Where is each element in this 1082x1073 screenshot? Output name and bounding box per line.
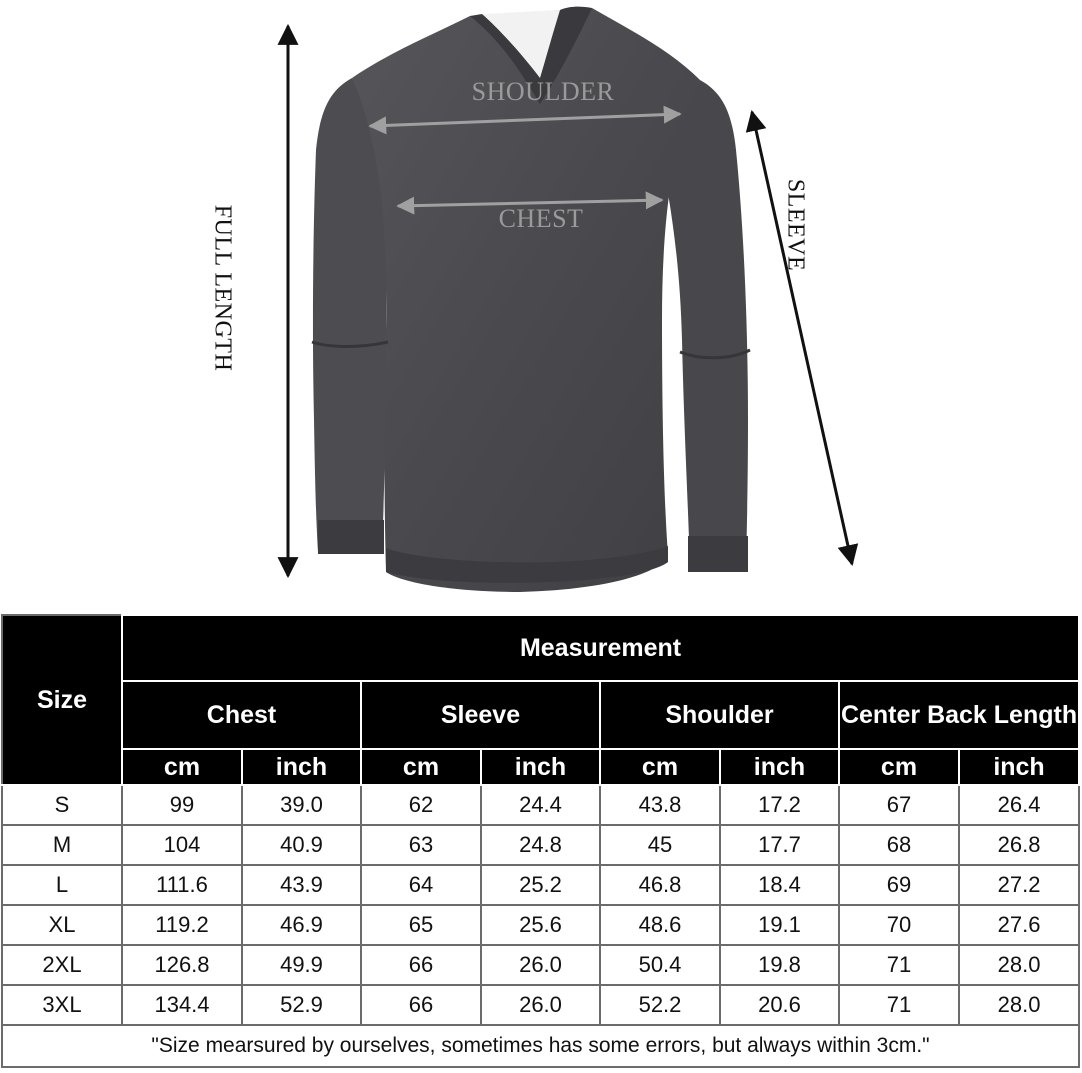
unit-header: inch [959, 749, 1079, 785]
measurement-cell: 19.1 [720, 905, 839, 945]
measurement-cell: 46.8 [600, 865, 720, 905]
measurement-cell: 67 [839, 785, 959, 825]
measurement-cell: 40.9 [242, 825, 361, 865]
sleeve-header: Sleeve [361, 681, 600, 749]
measurement-cell: 71 [839, 985, 959, 1025]
chest-header: Chest [122, 681, 361, 749]
measurement-cell: 49.9 [242, 945, 361, 985]
size-cell: XL [2, 905, 122, 945]
size-cell: S [2, 785, 122, 825]
measurement-cell: 43.9 [242, 865, 361, 905]
measurement-cell: 27.6 [959, 905, 1079, 945]
measurement-cell: 25.2 [481, 865, 600, 905]
measurement-cell: 26.8 [959, 825, 1079, 865]
shoulder-header: Shoulder [600, 681, 839, 749]
measurement-cell: 68 [839, 825, 959, 865]
measurement-cell: 69 [839, 865, 959, 905]
measurement-cell: 17.7 [720, 825, 839, 865]
measurement-cell: 24.8 [481, 825, 600, 865]
size-cell: M [2, 825, 122, 865]
measurement-cell: 71 [839, 945, 959, 985]
size-note: "Size mearsured by ourselves, sometimes has some errors, but always within 3cm." [2, 1025, 1079, 1067]
measurement-cell: 17.2 [720, 785, 839, 825]
measurement-cell: 66 [361, 945, 481, 985]
measurement-cell: 52.2 [600, 985, 720, 1025]
measurement-cell: 24.4 [481, 785, 600, 825]
measurement-cell: 65 [361, 905, 481, 945]
table-row [2, 865, 1079, 905]
table-row [2, 825, 1079, 865]
chest-label: CHEST [498, 204, 584, 233]
measurement-cell: 39.0 [242, 785, 361, 825]
unit-header: cm [600, 749, 720, 785]
table-row [2, 985, 1079, 1025]
unit-header: cm [122, 749, 242, 785]
unit-header: inch [720, 749, 839, 785]
size-cell: L [2, 865, 122, 905]
measurement-cell: 63 [361, 825, 481, 865]
size-cell: 2XL [2, 945, 122, 985]
measurement-cell: 62 [361, 785, 481, 825]
measurement-cell: 52.9 [242, 985, 361, 1025]
unit-header: inch [481, 749, 600, 785]
measurement-cell: 48.6 [600, 905, 720, 945]
measurement-cell: 26.0 [481, 985, 600, 1025]
measurement-cell: 64 [361, 865, 481, 905]
unit-header: cm [361, 749, 481, 785]
measurement-cell: 25.6 [481, 905, 600, 945]
measurement-cell: 66 [361, 985, 481, 1025]
center-back-length-header: Center Back Length [839, 681, 1079, 749]
table-row [2, 905, 1079, 945]
measurement-cell: 46.9 [242, 905, 361, 945]
size-chart-table [1, 614, 1080, 1068]
unit-header: inch [242, 749, 361, 785]
measurement-cell: 111.6 [122, 865, 242, 905]
measurement-header: Measurement [122, 615, 1079, 681]
measurement-cell: 70 [839, 905, 959, 945]
measurement-cell: 28.0 [959, 985, 1079, 1025]
size-header: Size [2, 615, 122, 785]
measurement-cell: 45 [600, 825, 720, 865]
full-length-label: FULL LENGTH [209, 204, 236, 372]
sleeve-label: SLEEVE [782, 178, 809, 272]
table-row [2, 945, 1079, 985]
measurement-cell: 26.4 [959, 785, 1079, 825]
measurement-cell: 19.8 [720, 945, 839, 985]
measurement-cell: 28.0 [959, 945, 1079, 985]
measurement-cell: 104 [122, 825, 242, 865]
measurement-cell: 43.8 [600, 785, 720, 825]
size-cell: 3XL [2, 985, 122, 1025]
table-row [2, 785, 1079, 825]
measurement-cell: 20.6 [720, 985, 839, 1025]
unit-header: cm [839, 749, 959, 785]
size-rows [2, 785, 1079, 1025]
measurement-cell: 26.0 [481, 945, 600, 985]
shoulder-label: SHOULDER [471, 77, 615, 106]
measurement-cell: 27.2 [959, 865, 1079, 905]
measurement-cell: 134.4 [122, 985, 242, 1025]
measurement-cell: 99 [122, 785, 242, 825]
measurement-cell: 119.2 [122, 905, 242, 945]
measurement-cell: 126.8 [122, 945, 242, 985]
measurement-cell: 50.4 [600, 945, 720, 985]
measurement-cell: 18.4 [720, 865, 839, 905]
